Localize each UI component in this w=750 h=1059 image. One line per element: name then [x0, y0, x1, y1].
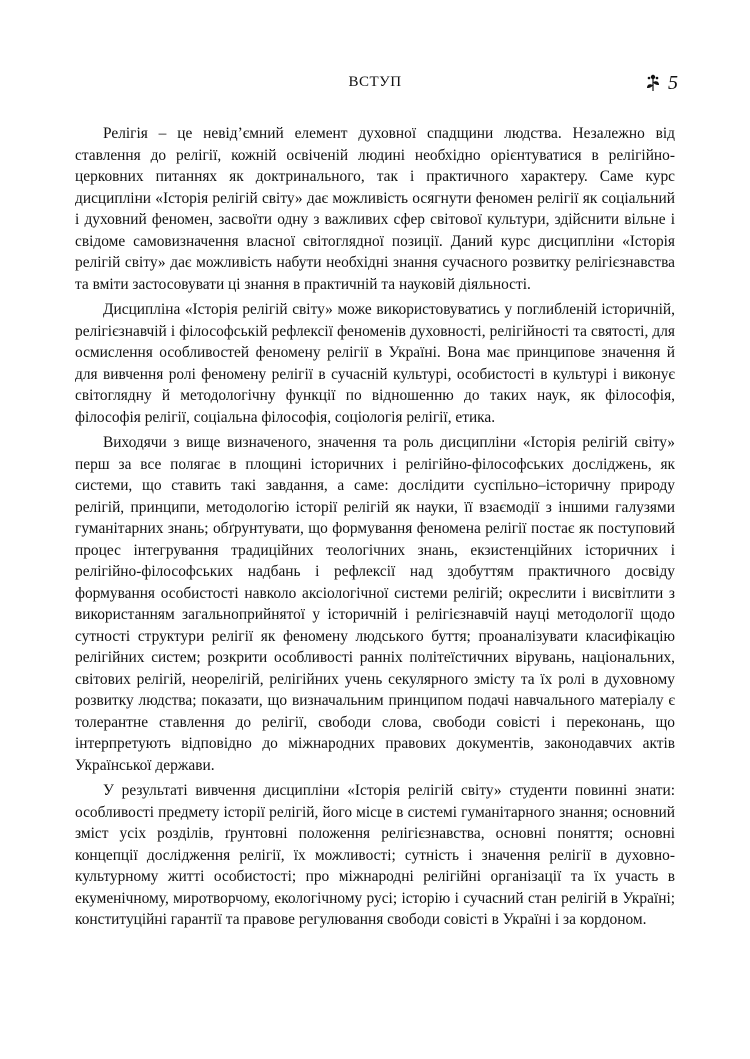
- vine-ornament-icon: [644, 73, 662, 93]
- body-text: [75, 123, 675, 935]
- header-title: ВСТУП: [348, 74, 402, 90]
- header-page-marker: [644, 72, 678, 94]
- paragraph: Виходячи з вище визначеного, значення та роль дисципліни «Історія релігій світу» перш за все полягає в площині історичних і релігійно-філософських досліджень, як системи, що ставить такі завдання, а саме: дослідити суспільно–історичну природу релігій, принципи, методологію історії релігій як науки, її взаємодії з іншими галузями гуманітарних знань; обґрунтувати, що формування феномена релігії постає як поступовий процес інтегрування традиційних теологічних знань, екзистенційних історичних і релігійно-філософських надбань і рефлексії над здобуттям практичного досвіду формування особистості навколо аксіологічної системи релігій; окреслити і висвітлити з використанням загальноприйнятої у історичній і релігієзнавчій науці методології щодо сутності структури релігії як феномену людського буття; проаналізувати класифікацію релігійних систем; розкрити особливості ранніх політеїстичних вірувань, національних, світових релігій, неорелігій, релігійних учень секулярного змісту та їх ролі в духовному розвитку людства; показати, що визначальним принципом подачі навчального матеріалу є толерантне ставлення до релігії, свободи слова, свободи совісті і переконань, що інтерпретують відповідно до міжнародних правових документів, законодавчих актів Української держави.: [75, 434, 675, 774]
- page-number: 5: [668, 72, 678, 94]
- paragraph: Релігія – це невід’ємний елемент духовної спадщини людства. Незалежно від ставлення до релігії, кожній освіченій людині необхідно орієнтуватися в релігійно-церковних питаннях як доктринального, так і практичного характеру. Саме курс дисципліни «Історія релігій світу» дає можливість осягнути феномен релігії як соціальний і духовний феномен, засвоїти одну з важливих сфер світової культури, здійснити вільне і свідоме самовизначення власної світоглядної позиції. Даний курс дисципліни «Історія релігій світу» дає можливість набути необхідні знання сучасного розвитку релігієзнавства та вміти застосовувати ці знання в практичній та науковій діяльності.: [75, 125, 675, 293]
- paragraph: Дисципліна «Історія релігій світу» може використовуватись у поглибленій історичній, релігієзнавчій і філософській рефлексії феноменів духовності, релігійності та святості, для осмислення особливостей феномену релігії в Україні. Вона має принципове значення й для вивчення ролі феномену релігії в сучасній культурі, особистості в культурі і виконує світоглядну й методологічну функції по відношенню до таких наук, як філософія, філософія релігії, соціальна філософія, соціологія релігії, етика.: [75, 301, 675, 426]
- running-header: [0, 74, 750, 98]
- paragraph: У результаті вивчення дисципліни «Історія релігій світу» студенти повинні знати: особливості предмету історії релігій, його місце в системі гуманітарного знання; основний зміст усіх розділів, ґрунтовні положення релігієзнавства, основні поняття; основні концепції дослідження релігії, їх можливості; сутність і значення релігії в духовно-культурному житті особистості; про міжнародні релігійні організації та їх участь в екуменічному, миротворчому, екологічному русі; історію і сучасний стан релігій в Україні; конституційні гарантії та правове регулювання свободи совісті в Україні і за кордоном.: [75, 782, 675, 928]
